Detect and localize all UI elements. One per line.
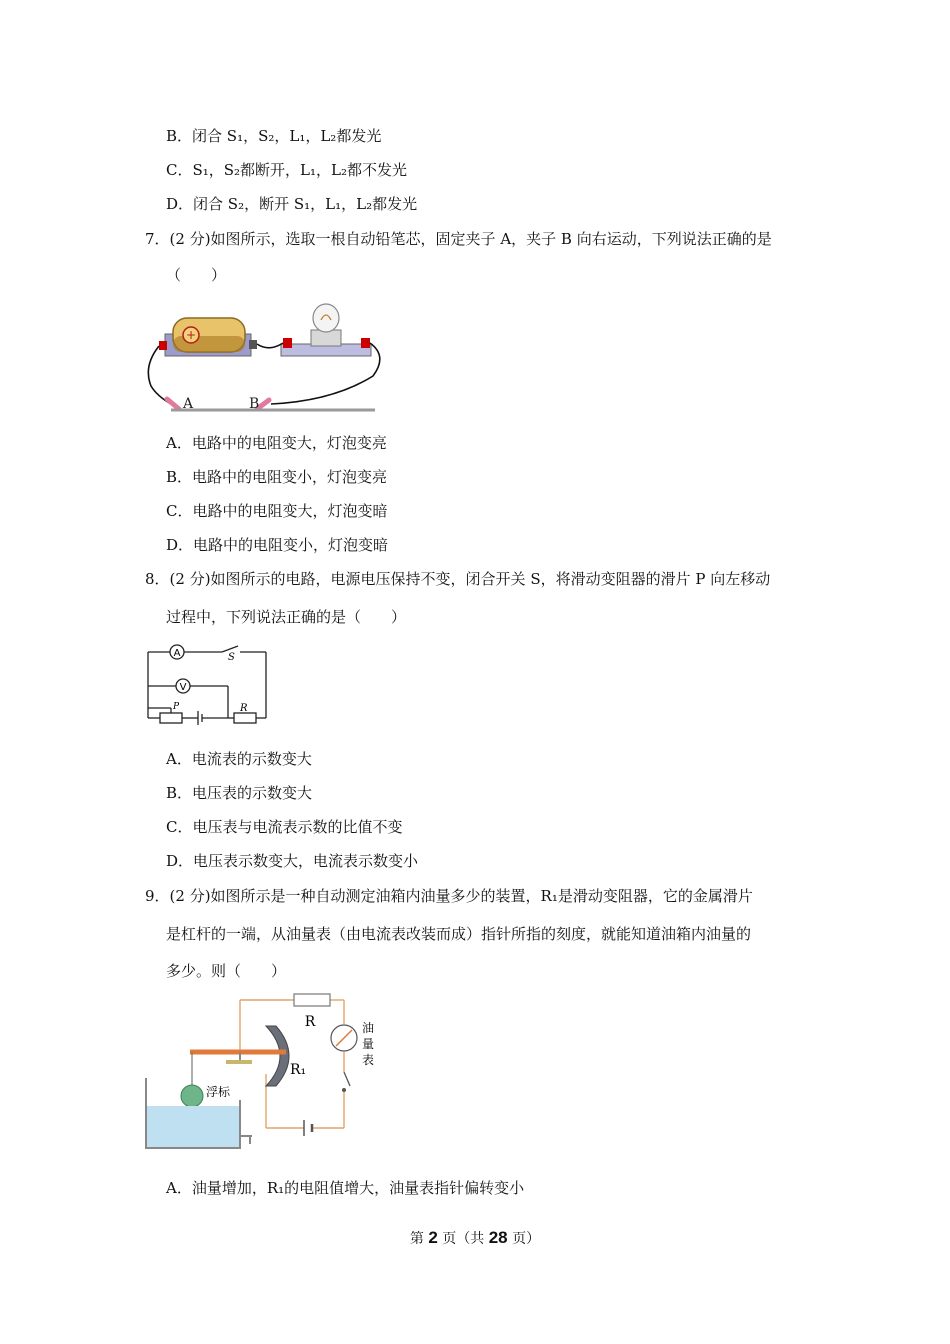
q9-oil-gauge-figure [144, 990, 384, 1158]
q9-label-float: 浮标 [206, 1085, 231, 1099]
q7-option-c: C．电路中的电阻变大，灯泡变暗 [166, 502, 388, 520]
q8-option-c: C．电压表与电流表示数的比值不变 [166, 818, 403, 836]
q8-option-d: D．电压表示数变大，电流表示数变小 [166, 852, 419, 870]
q7-option-a: A．电路中的电阻变大，灯泡变亮 [166, 434, 387, 452]
footer-middle: 页（共 [442, 1231, 485, 1247]
footer-prefix: 第 [409, 1231, 424, 1247]
q7-pencil-circuit-figure [143, 296, 383, 416]
q7-label-a: A [183, 396, 194, 412]
page-footer [0, 1228, 950, 1248]
q8-stem-line1: 8．(2 分)如图所示的电路，电源电压保持不变，闭合开关 S，将滑动变阻器的滑片 P 向左移动 [145, 570, 771, 588]
svg-text:+: + [185, 328, 197, 342]
option-d-prev: D．闭合 S₂，断开 S₁，L₁，L₂都发光 [166, 195, 418, 213]
q9-stem-line1: 9．(2 分)如图所示是一种自动测定油箱内油量多少的装置，R₁是滑动变阻器，它的金属滑片 [145, 887, 753, 905]
option-b-prev: B．闭合 S₁，S₂，L₁，L₂都发光 [166, 127, 382, 145]
q8-switch-label: S [228, 652, 235, 663]
footer-page-number: 2 [428, 1228, 438, 1247]
q7-option-b: B．电路中的电阻变小，灯泡变亮 [166, 468, 388, 486]
q9-label-r1: R₁ [290, 1062, 307, 1078]
q8-resistor-label: R [240, 703, 248, 714]
q8-ammeter-label: A [173, 648, 181, 659]
q9-gauge-char-3: 表 [361, 1053, 375, 1067]
q9-gauge-char-1: 油 [361, 1021, 375, 1035]
footer-total-pages: 28 [488, 1228, 508, 1247]
q9-stem-line3: 多少。则（ ） [166, 962, 287, 980]
option-c-prev: C．S₁，S₂都断开，L₁，L₂都不发光 [166, 161, 408, 179]
q9-gauge-char-2: 量 [361, 1037, 375, 1051]
q9-option-a: A．油量增加，R₁的电阻值增大，油量表指针偏转变小 [166, 1179, 525, 1197]
q8-stem-line2: 过程中，下列说法正确的是（ ） [166, 608, 407, 626]
q7-stem: 7．(2 分)如图所示，选取一根自动铅笔芯，固定夹子 A，夹子 B 向右运动，下列说法正确的是 [145, 230, 772, 248]
q8-circuit-diagram [144, 642, 272, 728]
q7-label-b: B [249, 396, 260, 412]
footer-suffix: 页） [512, 1231, 541, 1247]
q7-option-d: D．电路中的电阻变小，灯泡变暗 [166, 536, 389, 554]
q8-slider-label: P [173, 702, 180, 712]
q7-answer-paren: （ ） [166, 266, 227, 284]
q8-option-b: B．电压表的示数变大 [166, 784, 313, 802]
q8-option-a: A．电流表的示数变大 [166, 750, 312, 768]
q8-voltmeter-label: V [179, 682, 187, 693]
q9-stem-line2: 是杠杆的一端，从油量表（由电流表改装而成）指针所指的刻度，就能知道油箱内油量的 [166, 925, 752, 943]
q9-label-r: R [304, 1014, 316, 1030]
